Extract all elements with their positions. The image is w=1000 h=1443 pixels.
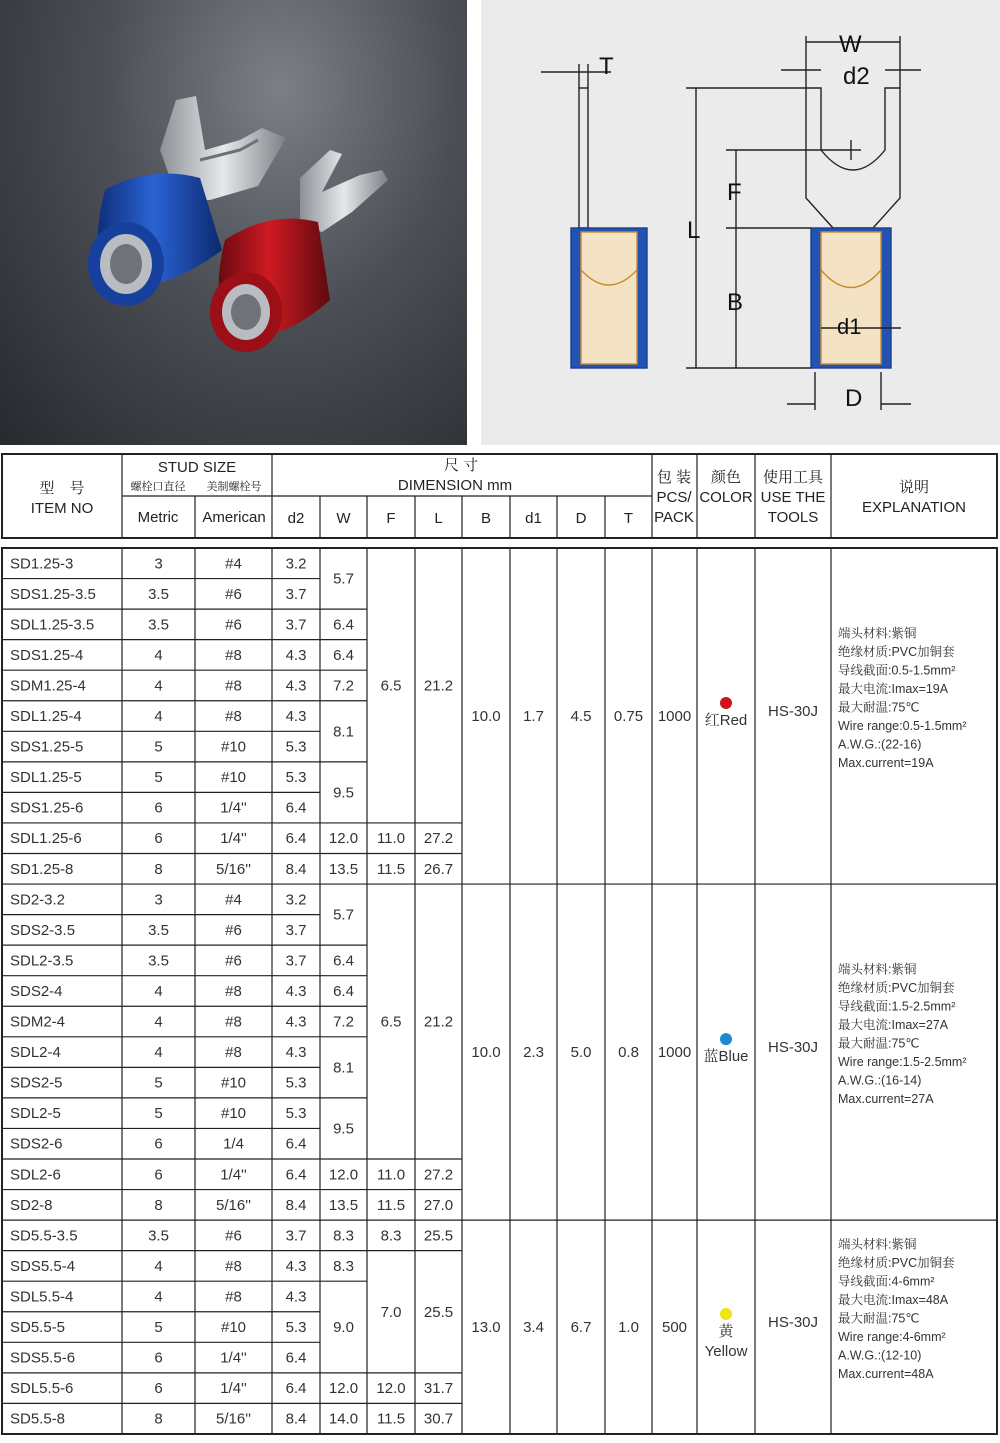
metric-cell: 6 [154,830,163,848]
header-dimension: DIMENSION mm [397,477,513,494]
dim-d1-cell: 3.4 [523,1319,544,1337]
dim-L-cell: 25.5 [423,1303,454,1321]
metric-cell: 4 [154,708,163,726]
american-cell: #8 [225,982,242,1000]
dim-W-cell: 8.3 [333,1257,354,1275]
pack-cell: 1000 [657,708,692,726]
metric-cell: 3.5 [148,952,169,970]
header-dim-cn: 尺 寸 [443,457,479,474]
item-no-cell: SD1.25-8 [10,860,74,878]
header-type-cn: 型 号 [39,480,85,497]
dim-W-cell: 12.0 [328,1380,359,1398]
header-tools-cn: 使用工具 [762,469,824,486]
metric-cell: 5 [154,1105,163,1123]
d2-cell: 4.3 [285,1288,307,1306]
d2-cell: 5.3 [285,1074,307,1092]
american-cell: #4 [225,555,242,573]
d2-cell: 6.4 [285,1380,307,1398]
explanation-line: 最大电流:Imax=48A [838,1292,949,1307]
dim-W-cell: 7.2 [333,1013,354,1031]
dim-D-cell: 4.5 [570,708,592,726]
header-dim-W: W [336,510,351,527]
d2-cell: 4.3 [285,1013,307,1031]
american-cell: #10 [220,1074,247,1092]
red-color-dot-icon [720,697,732,709]
dim-W-cell: 9.5 [333,1120,354,1138]
item-no-cell: SDL2-5 [10,1105,61,1123]
item-no-cell: SDM2-4 [10,1013,66,1031]
item-no-cell: SDL1.25-6 [10,830,82,848]
d2-cell: 5.3 [285,1319,307,1337]
explanation-line: Max.current=27A [838,1091,934,1106]
metric-cell: 8 [154,860,163,878]
header-pack1: PCS/ [656,489,692,506]
technical-drawing [481,0,1000,445]
dim-F-cell: 12.0 [376,1380,406,1398]
item-no-cell: SDL2-3.5 [10,952,74,970]
header-pack-cn: 包 装 [656,469,692,486]
metric-cell: 5 [154,738,163,756]
header-dim-d2: d2 [287,510,305,527]
color-cn-cell: 黄 [718,1323,734,1341]
d2-cell: 5.3 [285,769,307,787]
dim-d1-cell: 1.7 [523,708,544,726]
metric-cell: 3.5 [148,616,169,634]
american-cell: #8 [225,677,242,695]
dim-B-cell: 10.0 [471,1044,501,1062]
item-no-cell: SDS2-5 [10,1074,63,1092]
explanation-line: A.W.G.:(22-16) [838,737,922,752]
explanation-line: Max.current=19A [838,755,934,770]
d2-cell: 3.2 [285,555,307,573]
dim-L-cell: 26.7 [423,860,454,878]
explanation-line: 最大电流:Imax=27A [838,1017,949,1032]
header-tools2: TOOLS [767,509,819,526]
metric-cell: 3.5 [148,1227,169,1245]
metric-cell: 3 [154,555,163,573]
metric-cell: 6 [154,1349,163,1367]
explanation-line: A.W.G.:(12-10) [838,1348,922,1363]
dim-F-cell: 6.5 [380,1013,402,1031]
metric-cell: 3 [154,891,163,909]
dim-L-cell: 27.2 [423,830,454,848]
blue-color-dot-icon [720,1033,732,1045]
header-dim-d1: d1 [525,510,542,527]
tool-cell: HS-30J [767,703,819,721]
dim-F-cell: 7.0 [380,1303,402,1321]
header-tools1: USE THE [760,489,826,506]
dim-W-cell: 5.7 [333,906,354,924]
dim-W-cell: 9.5 [333,784,354,802]
item-no-cell: SDS1.25-6 [10,799,84,817]
metric-cell: 4 [154,646,163,664]
metric-cell: 4 [154,1288,163,1306]
d2-cell: 6.4 [285,1349,307,1367]
tool-cell: HS-30J [767,1039,819,1057]
color-cell: 蓝Blue [703,1048,749,1066]
metric-cell: 6 [154,1380,163,1398]
d2-cell: 8.4 [285,1410,307,1428]
american-cell: 1/4'' [220,799,247,817]
dim-W-cell: 13.5 [328,860,359,878]
dim-L-cell: 25.5 [423,1227,454,1245]
item-no-cell: SDL1.25-3.5 [10,616,95,634]
dim-L-cell: 31.7 [423,1380,454,1398]
explanation-line: 绝缘材质:PVC加铜套 [838,1255,955,1270]
dim-T-cell: 1.0 [618,1319,639,1337]
label-T: T [599,53,614,80]
explanation-line: Max.current=48A [838,1366,934,1381]
dim-F-cell: 6.5 [380,677,402,695]
american-cell: 1/4'' [220,1380,247,1398]
dim-T-cell: 0.75 [613,708,644,726]
american-cell: 1/4 [223,1135,244,1153]
dim-W-cell: 6.4 [333,952,354,970]
product-photo [0,0,467,445]
label-d2: d2 [843,63,870,90]
d2-cell: 6.4 [285,799,307,817]
dim-W-cell: 6.4 [333,982,354,1000]
item-no-cell: SDL5.5-6 [10,1380,74,1398]
explanation-line: Wire range:1.5-2.5mm² [838,1054,967,1069]
d2-cell: 3.7 [285,616,307,634]
explanation-line: Wire range:4-6mm² [838,1329,946,1344]
american-cell: 5/16'' [216,1196,251,1214]
label-F: F [727,179,742,206]
metric-cell: 4 [154,982,163,1000]
header-item-no: ITEM NO [30,500,94,517]
dim-D-cell: 5.0 [570,1044,592,1062]
dim-W-cell: 8.1 [333,723,354,741]
american-cell: #8 [225,708,242,726]
american-cell: #8 [225,1044,242,1062]
d2-cell: 4.3 [285,1257,307,1275]
dim-L-cell: 30.7 [423,1410,454,1428]
d2-cell: 6.4 [285,1135,307,1153]
item-no-cell: SDS5.5-6 [10,1349,76,1367]
explanation-line: 最大耐温:75℃ [838,700,920,715]
metric-cell: 6 [154,799,163,817]
explanation-line: 导线截面:1.5-2.5mm² [838,999,956,1014]
front-view [686,36,921,410]
metric-cell: 4 [154,1013,163,1031]
metric-cell: 3.5 [148,585,169,603]
d2-cell: 6.4 [285,830,307,848]
tool-cell: HS-30J [767,1314,819,1332]
american-cell: #8 [225,646,242,664]
header-dim-T: T [623,510,634,527]
d2-cell: 5.3 [285,738,307,756]
american-cell: #6 [225,952,242,970]
explanation-line: A.W.G.:(16-14) [838,1073,922,1088]
item-no-cell: SD5.5-8 [10,1410,66,1428]
dim-L-cell: 21.2 [423,1013,454,1031]
american-cell: 1/4'' [220,1166,247,1184]
dim-W-cell: 5.7 [333,570,354,588]
pack-cell: 1000 [657,1044,692,1062]
item-no-cell: SDL2-6 [10,1166,61,1184]
item-no-cell: SD5.5-3.5 [10,1227,78,1245]
dim-F-cell: 11.0 [376,830,406,848]
dim-T-cell: 0.8 [618,1044,639,1062]
dimension-diagram [481,0,1000,445]
dim-L-cell: 27.2 [423,1166,454,1184]
dim-F-cell: 11.0 [376,1166,406,1184]
explanation-line: 端头材料:紫铜 [838,626,917,641]
d2-cell: 4.3 [285,982,307,1000]
dim-B-cell: 10.0 [471,708,501,726]
pack-cell: 500 [661,1319,688,1337]
item-no-cell: SDM1.25-4 [10,677,86,695]
header-stud-size: STUD SIZE [157,459,237,476]
american-cell: #10 [220,769,247,787]
color-en-cell: Yellow [704,1343,748,1361]
explanation-line: 导线截面:0.5-1.5mm² [838,663,956,678]
d2-cell: 4.3 [285,1044,307,1062]
explanation-line: 端头材料:紫铜 [838,1237,917,1252]
american-cell: #8 [225,1288,242,1306]
item-no-cell: SD5.5-5 [10,1319,66,1337]
item-no-cell: SDL2-4 [10,1044,61,1062]
header-expl-cn: 说明 [898,479,930,496]
label-d1: d1 [837,314,862,339]
american-cell: #10 [220,738,247,756]
header-american: American [202,509,266,526]
metric-cell: 6 [154,1166,163,1184]
metric-cell: 8 [154,1196,163,1214]
dim-W-cell: 14.0 [328,1410,359,1428]
dim-W-cell: 6.4 [333,646,354,664]
american-cell: 1/4'' [220,1349,247,1367]
item-no-cell: SDS2-3.5 [10,921,76,939]
dim-F-cell: 8.3 [380,1227,402,1245]
explanation-line: 最大耐温:75℃ [838,1036,920,1051]
american-cell: #10 [220,1105,247,1123]
explanation-line: 导线截面:4-6mm² [838,1274,935,1289]
header-explanation: EXPLANATION [862,499,966,516]
american-cell: #10 [220,1319,247,1337]
item-no-cell: SDS2-6 [10,1135,63,1153]
american-cell: #6 [225,1227,242,1245]
d2-cell: 3.7 [285,1227,307,1245]
explanation-line: 绝缘材质:PVC加铜套 [838,644,955,659]
d2-cell: 3.7 [285,921,307,939]
dim-L-cell: 27.0 [423,1196,454,1214]
metric-cell: 5 [154,1319,163,1337]
dim-W-cell: 9.0 [333,1319,354,1337]
metric-cell: 4 [154,1044,163,1062]
item-no-cell: SDS1.25-5 [10,738,84,756]
american-cell: 1/4'' [220,830,247,848]
header-dim-B: B [480,510,492,527]
dim-D-cell: 6.7 [570,1319,592,1337]
metric-cell: 4 [154,677,163,695]
dim-W-cell: 7.2 [333,677,354,695]
item-no-cell: SD2-8 [10,1196,53,1214]
dim-L-cell: 21.2 [423,677,454,695]
item-no-cell: SD1.25-3 [10,555,74,573]
header-dim-L: L [434,510,443,527]
spec-table [0,452,1000,1438]
dim-F-cell: 11.5 [376,1196,406,1214]
dim-B-cell: 13.0 [471,1319,501,1337]
item-no-cell: SDS1.25-4 [10,646,84,664]
label-B: B [727,289,744,316]
american-cell: #6 [225,616,242,634]
american-cell: #4 [225,891,242,909]
dim-W-cell: 8.3 [333,1227,354,1245]
explanation-line: 端头材料:紫铜 [838,962,917,977]
label-D: D [845,385,863,412]
d2-cell: 6.4 [285,1166,307,1184]
metric-cell: 4 [154,1257,163,1275]
dim-d1-cell: 2.3 [523,1044,544,1062]
item-no-cell: SDS2-4 [10,982,63,1000]
dim-W-cell: 13.5 [328,1196,359,1214]
item-no-cell: SDL5.5-4 [10,1288,74,1306]
explanation-line: Wire range:0.5-1.5mm² [838,718,967,733]
header-stud-cn1: 螺栓口直径 [130,481,186,493]
explanation-line: 最大耐温:75℃ [838,1311,920,1326]
explanation-line: 绝缘材质:PVC加铜套 [838,980,955,995]
metric-cell: 5 [154,769,163,787]
header-stud-cn2: 美制螺栓号 [206,481,262,493]
header-color: COLOR [699,489,753,506]
header-metric: Metric [137,509,179,526]
item-no-cell: SDL1.25-4 [10,708,82,726]
spec-table-grid [0,452,1000,1438]
dim-W-cell: 6.4 [333,616,354,634]
dim-W-cell: 12.0 [328,830,359,848]
color-cell: 红Red [704,712,748,730]
dim-W-cell: 12.0 [328,1166,359,1184]
header-pack2: PACK [654,509,694,526]
american-cell: #6 [225,921,242,939]
item-no-cell: SDS1.25-3.5 [10,585,96,603]
metric-cell: 6 [154,1135,163,1153]
d2-cell: 5.3 [285,1105,307,1123]
dim-F-cell: 11.5 [376,1410,406,1428]
d2-cell: 4.3 [285,646,307,664]
d2-cell: 3.7 [285,952,307,970]
d2-cell: 8.4 [285,860,307,878]
metric-cell: 5 [154,1074,163,1092]
d2-cell: 3.7 [285,585,307,603]
side-view [541,64,647,368]
item-no-cell: SDL1.25-5 [10,769,82,787]
header-dim-D: D [575,510,587,527]
american-cell: 5/16'' [216,1410,251,1428]
spade-terminal-photo [0,0,467,445]
item-no-cell: SD2-3.2 [10,891,66,909]
header-dim-F: F [386,510,396,527]
header-color-cn: 颜色 [710,469,742,486]
yellow-color-dot-icon [720,1308,732,1320]
metric-cell: 3.5 [148,921,169,939]
d2-cell: 8.4 [285,1196,307,1214]
dim-W-cell: 8.1 [333,1059,354,1077]
label-W: W [839,31,862,58]
american-cell: #6 [225,585,242,603]
d2-cell: 4.3 [285,677,307,695]
item-no-cell: SDS5.5-4 [10,1257,76,1275]
d2-cell: 4.3 [285,708,307,726]
american-cell: #8 [225,1257,242,1275]
dim-F-cell: 11.5 [376,860,406,878]
d2-cell: 3.2 [285,891,307,909]
label-L: L [687,217,701,244]
american-cell: 5/16'' [216,860,251,878]
metric-cell: 8 [154,1410,163,1428]
american-cell: #8 [225,1013,242,1031]
explanation-line: 最大电流:Imax=19A [838,681,949,696]
